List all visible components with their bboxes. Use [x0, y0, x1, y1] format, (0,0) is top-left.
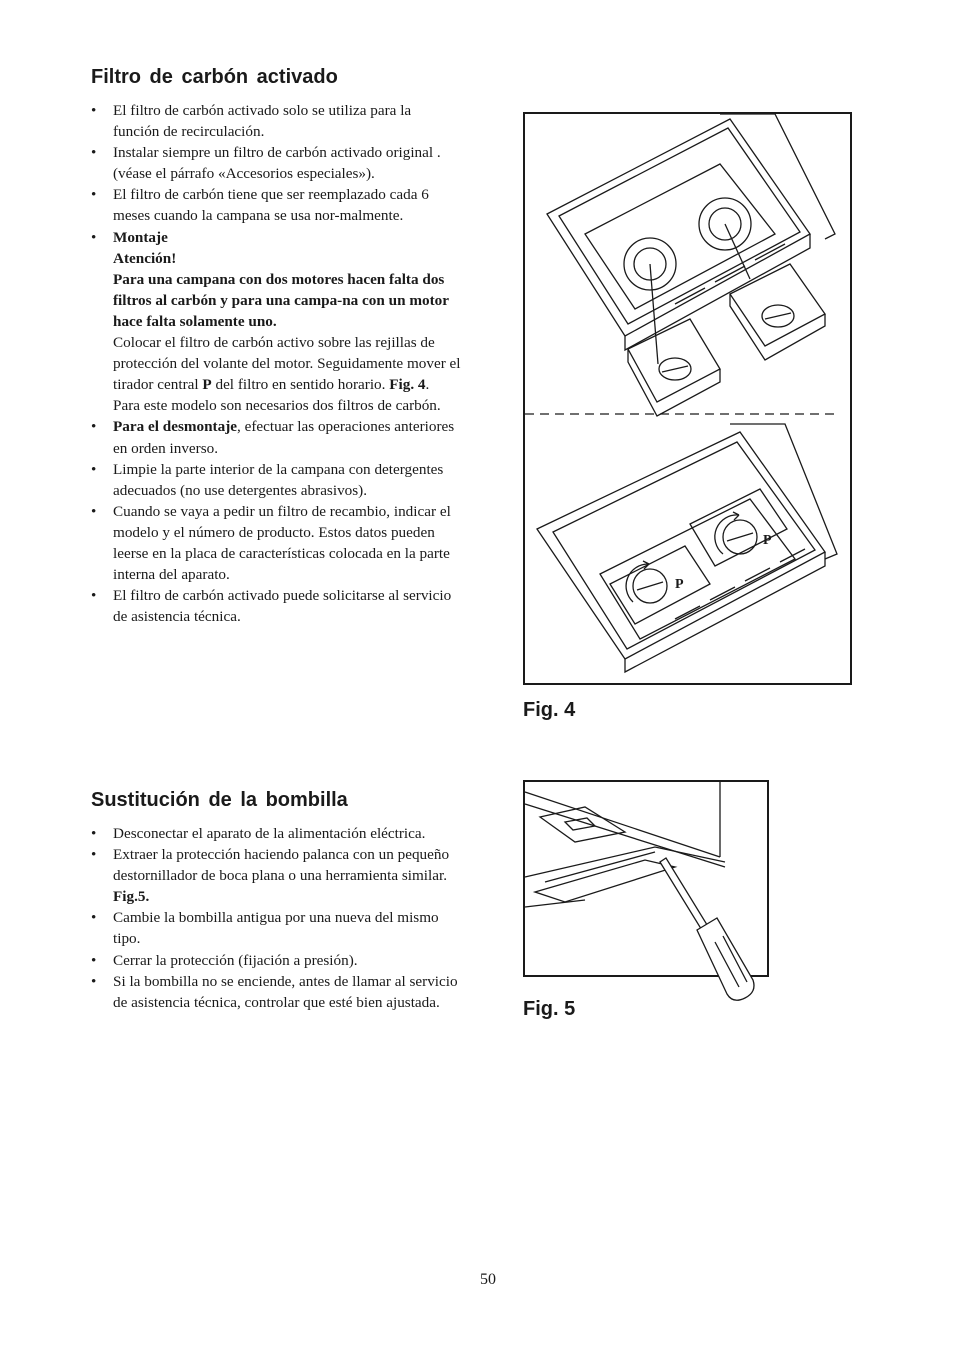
section-title-bulb-replacement: Sustitución de la bombilla: [91, 789, 348, 811]
list-item: • Cuando se vaya a pedir un filtro de recambio, indicar el modelo y el número de producto. Estos datos pueden leerse en la placa de características colocada en la parte interna del aparato.: [91, 502, 451, 584]
list-item: • Para el desmontaje, efectuar las operaciones anteriores en orden inverso.: [91, 418, 455, 457]
list-item: • Desconectar el aparato de la alimentación eléctrica.: [91, 825, 426, 842]
list-item: • Cambie la bombilla antigua por una nueva del mismo tipo.: [91, 909, 439, 948]
figure-4-illustration: [523, 112, 852, 685]
list-item: • El filtro de carbón activado puede solicitarse al servicio de asistencia técnica.: [91, 587, 452, 626]
hood-filter-drawing: [525, 114, 850, 683]
fig-reference: Fig. 4: [389, 376, 426, 394]
handle-label-p: P: [763, 533, 772, 548]
list-item: • Limpie la parte interior de la campana con detergentes adecuados (no use detergentes abrasivos).: [91, 460, 444, 499]
model-note: Para este modelo son necesarios dos filtros de carbón.: [113, 397, 441, 415]
figure-4-caption: Fig. 4: [523, 699, 576, 721]
list-item: • Si la bombilla no se enciende, antes de llamar al servicio de asistencia técnica, controlar que esté bien ajustada.: [91, 972, 458, 1011]
warning-text: Para una campana con dos motores hacen falta dos filtros al carbón y para una campa-na con un motor hace falta solamente uno.: [113, 270, 449, 330]
list-item: • El filtro de carbón activado solo se utiliza para la función de recirculación.: [91, 102, 412, 141]
bulb-replacement-list: [91, 823, 461, 1013]
fig-reference: Fig.5.: [113, 888, 150, 906]
list-item: • Extraer la protección haciendo palanca con un pequeño destornillador de boca plana o una herramienta similar. Fig.5.: [91, 846, 450, 906]
section-title-carbon-filter: Filtro de carbón activado: [91, 66, 338, 88]
handle-label-p: P: [675, 577, 684, 592]
page-number: 50: [480, 1271, 496, 1288]
mounting-heading: Montaje: [113, 228, 168, 246]
figure-5-illustration: [523, 780, 769, 977]
list-item-mounting: • Montaje Atención! Para una campana con dos motores hacen falta dos filtros al carbón y para una campa-na con un motor hace falta solamente uno. Colocar el filtro de carbón activo sobre las rejillas de protección del volante del motor. Seguidamente mover el tirador central P del filtro en sentido horario. Fig. 4. Para este modelo son necesarios dos filtros de carbón.: [91, 227, 461, 417]
list-item: • Cerrar la protección (fijación a presión).: [91, 951, 358, 969]
mounting-instructions: Colocar el filtro de carbón activo sobre las rejillas de protección del volante del motor. Seguidamente mover el tirador central P del filtro en sentido horario. Fig. 4.: [113, 334, 461, 394]
list-item: • El filtro de carbón tiene que ser reemplazado cada 6 meses cuando la campana se usa nor-malmente.: [91, 186, 429, 225]
list-item: • Instalar siempre un filtro de carbón activado original . (véase el párrafo «Accesorios especiales»).: [91, 144, 441, 183]
bulb-cover-drawing: [525, 782, 767, 975]
figure-5-caption: Fig. 5: [523, 998, 576, 1020]
carbon-filter-list: [91, 100, 461, 627]
warning-label: Atención!: [113, 249, 177, 267]
